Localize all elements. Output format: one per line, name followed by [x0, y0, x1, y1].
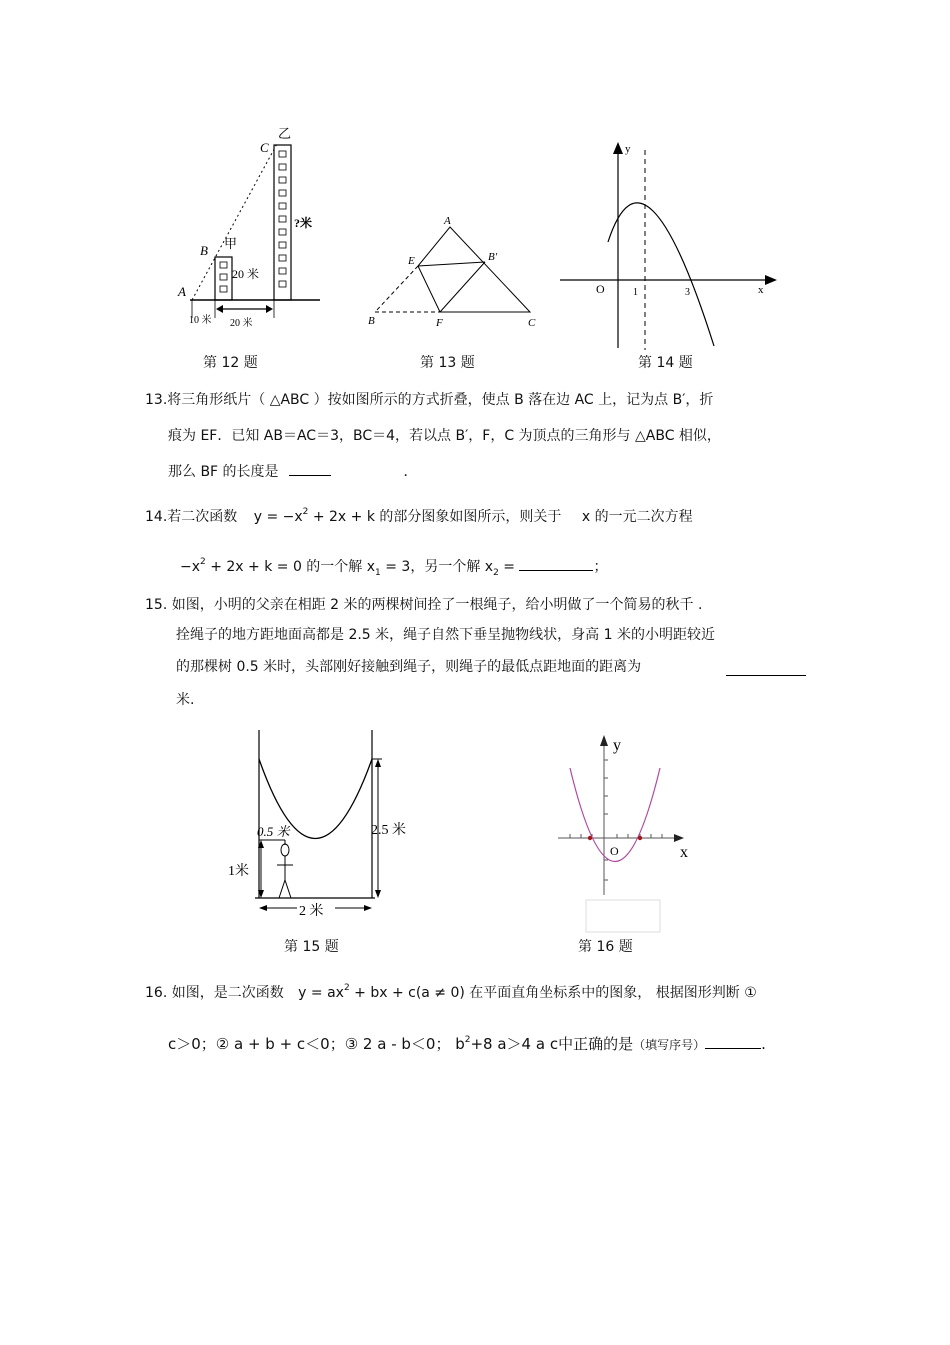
- q14-eq: [180, 559, 302, 575]
- q14-x1-sub: 1: [375, 568, 381, 578]
- label-origin: O: [596, 282, 605, 296]
- q14-x1-val: = 3，另一个解 x: [380, 559, 494, 575]
- q14-post: x 的一元二次方程: [581, 509, 693, 525]
- q14-mid: 的部分图象如图所示，则关于: [374, 509, 562, 525]
- q15-line-2: 拴绳子的地方距地面高都是 2.5 米，绳子自然下垂呈抛物线状，身高 1 米的小明距较近: [176, 627, 715, 643]
- q13-line-3-text: 那么 BF 的长度是: [168, 464, 279, 480]
- root-point-left: [588, 836, 592, 840]
- q14-pre: 14.若二次函数: [145, 509, 238, 525]
- q14-eq-exp: 2: [200, 557, 206, 567]
- q15-answer-blank[interactable]: [726, 675, 806, 676]
- q14-func: [254, 509, 375, 525]
- q16-hint: （填写序号）: [633, 1038, 706, 1052]
- label-origin: O: [610, 844, 619, 858]
- q14-eq-rest: + 2x + k = 0: [205, 559, 302, 575]
- building-yi: [274, 145, 291, 300]
- label-A: A: [444, 215, 451, 227]
- label-B-prime: B′: [488, 251, 498, 263]
- q16-answer-blank[interactable]: [705, 1048, 761, 1049]
- segment-eb-prime: [418, 262, 485, 266]
- building-jia-windows: [220, 262, 227, 292]
- q14-end: ；: [593, 559, 608, 575]
- caption-15: 第 15 题: [284, 939, 339, 955]
- q16-line-2: [168, 1035, 766, 1056]
- y-axis-ticks: [604, 760, 608, 880]
- q13-line-3: [168, 463, 417, 481]
- q14-x2-sub: 2: [493, 568, 499, 578]
- dashed-eb: [375, 266, 418, 312]
- label-C: C: [260, 140, 269, 155]
- label-tick-3: 3: [685, 287, 690, 298]
- q13-answer-blank[interactable]: [289, 475, 331, 476]
- blank-box: [586, 900, 660, 932]
- label-y: y: [625, 143, 631, 155]
- label-2-5m: 2.5 米: [371, 823, 406, 838]
- q14-func-rest: + 2x + k: [308, 509, 375, 525]
- label-B: B: [200, 243, 208, 258]
- label-x: x: [758, 284, 764, 296]
- caption-12: 第 12 题: [203, 355, 258, 371]
- q13-line-2: 痕为 EF．已知 AB＝AC＝3，BC＝4，若以点 B′，F，C 为顶点的三角形与 △ABC 相似，: [168, 428, 721, 444]
- q16-prompt: 中正确的是: [558, 1035, 634, 1053]
- figure-14: [555, 138, 785, 350]
- label-x: x: [680, 844, 688, 861]
- q16-line-1: [145, 984, 757, 1004]
- label-y: y: [613, 737, 621, 754]
- q14-eq-base: −x: [180, 559, 201, 575]
- q15-line-4: 米.: [176, 692, 195, 708]
- figure-13: [360, 212, 550, 337]
- q14-x2-eq: =: [498, 559, 515, 575]
- q13-line-1: 13.将三角形纸片（ △ABC ）按如图所示的方式折叠，使点 B 落在边 AC 上，记为点 B′，折: [145, 392, 714, 408]
- stick-figure-xiaoming: [277, 844, 293, 898]
- label-2m: 2 米: [299, 904, 324, 919]
- label-question-height: ?米: [294, 216, 313, 230]
- q15-line-1: 15. 如图，小明的父亲在相距 2 米的两棵树间拴了一根绳子，给小明做了一个简易的秋千 .: [145, 597, 703, 613]
- building-jia: [215, 257, 232, 300]
- q16-line-1-post: 在平面直角坐标系中的图象， 根据图形判断 ①: [464, 985, 757, 1001]
- label-A: A: [178, 284, 186, 299]
- label-tick-1: 1: [633, 287, 638, 298]
- q14-line-2: [180, 558, 607, 578]
- label-0-5m: 0.5 米: [257, 824, 290, 839]
- q16-func: [298, 985, 465, 1001]
- q14-answer-blank[interactable]: [519, 570, 593, 571]
- figure-12: [170, 120, 330, 335]
- q16-condition-exp: 2: [464, 1035, 471, 1045]
- q16-line-1-pre: 16. 如图，是二次函数: [145, 985, 284, 1001]
- label-height-20m: 20 米: [232, 267, 260, 281]
- q16-func-rest: + bx + c(a ≠ 0): [349, 985, 465, 1001]
- q16-end: .: [761, 1035, 766, 1053]
- parabola-curve: [608, 203, 714, 346]
- label-B: B: [368, 315, 375, 327]
- root-point-right: [638, 836, 642, 840]
- caption-14: 第 14 题: [638, 355, 693, 371]
- q15-line-3: 的那棵树 0.5 米时，头部刚好接触到绳子，则绳子的最低点距地面的距离为: [176, 659, 642, 675]
- label-yi: 乙: [278, 126, 292, 141]
- figure-15: [225, 728, 425, 923]
- label-C: C: [528, 317, 536, 329]
- segment-fb-prime: [440, 262, 485, 312]
- q14-line-1: [145, 508, 693, 528]
- label-1m: 1米: [228, 864, 249, 879]
- q13-end: ．: [403, 464, 418, 480]
- label-F: F: [436, 317, 443, 329]
- q16-condition-b: +8 a＞4 a c: [470, 1035, 559, 1053]
- q14-func-base: y = −x: [253, 509, 303, 525]
- q16-func-base: y = ax: [298, 985, 344, 1001]
- q16-condition-a: c＞0；② a + b + c＜0；③ 2 a - b＜0； b: [168, 1035, 465, 1053]
- fold-line-ef: [418, 266, 440, 312]
- building-yi-windows: [279, 151, 286, 287]
- caption-13: 第 13 题: [420, 355, 475, 371]
- q16-func-exp: 2: [343, 983, 350, 993]
- caption-16: 第 16 题: [578, 939, 633, 955]
- q14-eq-mid: 的一个解 x: [301, 559, 376, 575]
- triangle-abc: [418, 227, 530, 312]
- x-axis-ticks: [570, 834, 662, 838]
- label-E: E: [408, 255, 415, 267]
- label-jia: 甲: [224, 236, 238, 251]
- label-distance-10m: 10 米: [189, 315, 212, 326]
- q14-func-exp: 2: [302, 507, 309, 517]
- label-distance-20m: 20 米: [230, 318, 253, 329]
- figure-16: [550, 730, 710, 935]
